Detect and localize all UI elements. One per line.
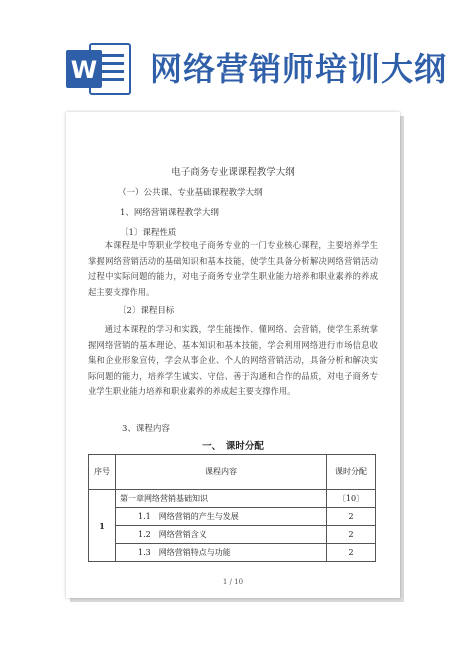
header-no: 序号 — [89, 455, 116, 490]
row-hours: 2 — [327, 508, 376, 526]
svg-text:W: W — [70, 56, 98, 84]
table-row — [89, 508, 376, 526]
row-hours: 2 — [327, 526, 376, 544]
table-header-row — [89, 455, 376, 490]
row-content: 1.1 网络营销的产生与发展 — [116, 508, 327, 526]
word-document-icon — [64, 40, 134, 98]
header-hours: 课时分配 — [327, 455, 376, 490]
schedule-table — [88, 454, 376, 562]
document-page — [66, 112, 400, 598]
nature-heading: 〔1〕课程性质 — [120, 228, 177, 238]
table-row — [89, 544, 376, 562]
page-indicator: 1 / 10 — [222, 578, 244, 586]
document-title: 电子商务专业课课程教学大纲 — [171, 167, 295, 178]
row-content: 1.3 网络营销特点与功能 — [116, 544, 327, 562]
row-content: 1.2 网络营销含义 — [116, 526, 327, 544]
group-number: 1 — [89, 490, 116, 562]
goal-paragraph: 通过本课程的学习和实践，学生能操作、懂网络、会营销，使学生系统掌握网络营销的基本理论、基本知识和基本技能，学会利用网络进行市场信息收集和企业形象宣传，学会从事企业、个人的网络营销活动，具备分析和解决实际问题的能力，培养学生诚实、守信、善于沟通和合作的品质，对电子商务专业学生职业能力培养和职业素养的养成起主要支撑作用。 — [88, 324, 378, 396]
table-row — [89, 526, 376, 544]
row-hours: 2 — [327, 544, 376, 562]
table-row — [89, 490, 376, 508]
row-content: 第一章网络营销基础知识 — [116, 490, 327, 508]
row-hours: 〔10〕 — [327, 490, 376, 508]
subsection-heading: 1、网络营销课程教学大纲 — [120, 208, 219, 218]
nature-paragraph: 本课程是中等职业学校电子商务专业的一门专业核心课程，主要培养学生掌握网络营销活动的基础知识和基本技能，使学生具备分析解决网络营销活动过程中实际问题的能力，对电子商务专业学生职业能力培养和职业素养的养成起主要支撑作用。 — [88, 240, 378, 297]
header-content: 课程内容 — [116, 455, 327, 490]
content-heading: 3、课程内容 — [122, 424, 170, 434]
banner — [0, 0, 474, 118]
section-heading: （一）公共课、专业基础课程教学大纲 — [118, 188, 263, 198]
table-title: 一、 课时分配 — [202, 441, 264, 452]
banner-title: 网络营销师培训大纲 — [150, 50, 448, 88]
goal-heading: 〔2〕课程目标 — [118, 306, 175, 316]
